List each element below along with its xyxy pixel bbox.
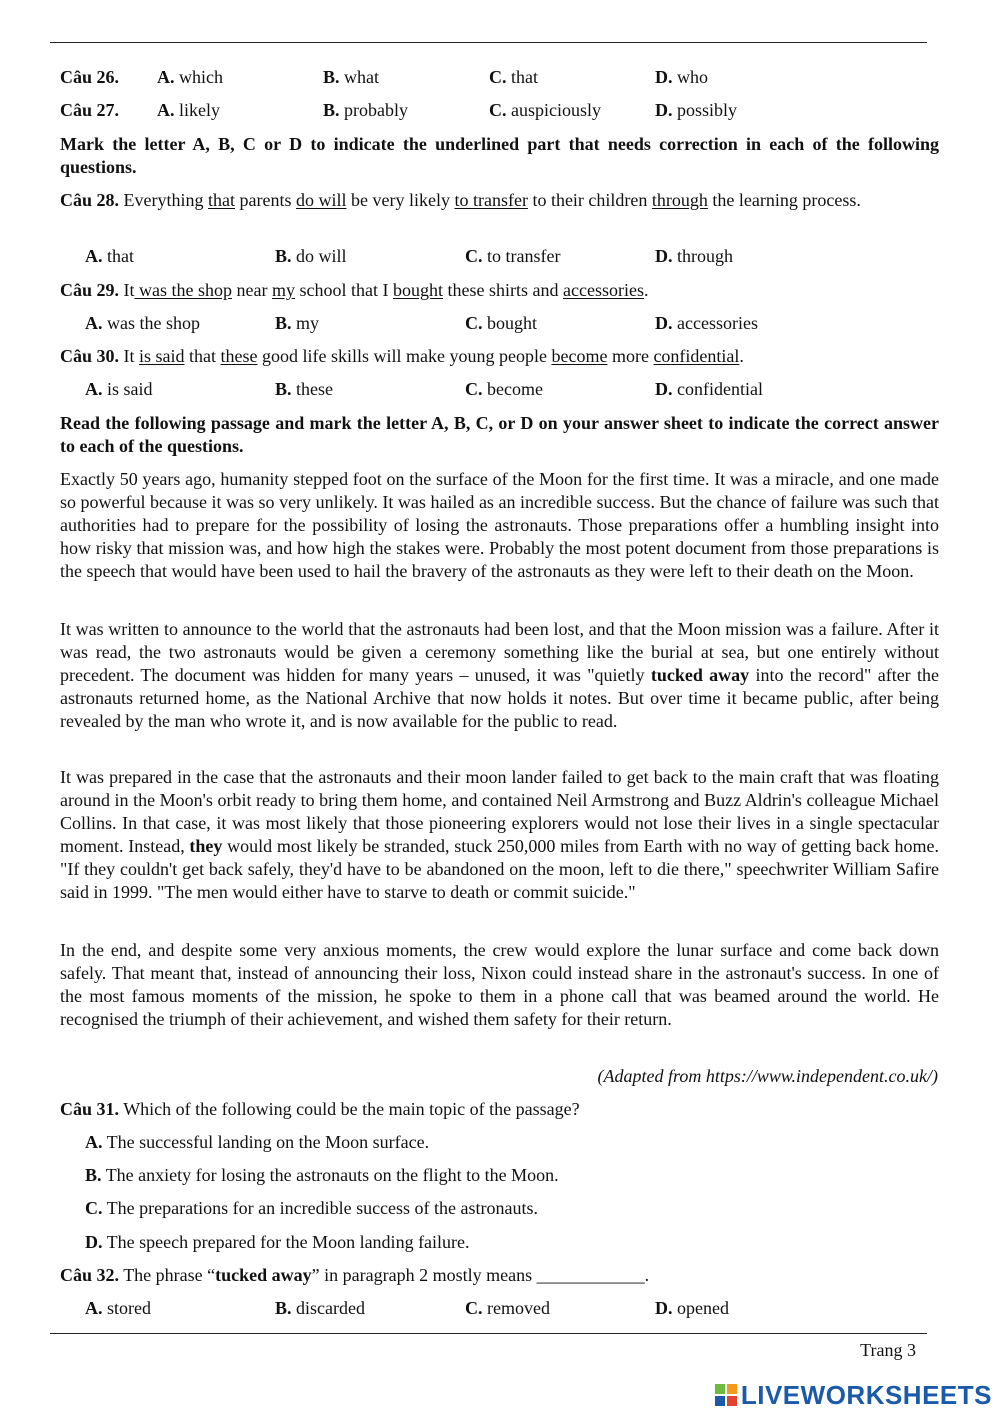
question-30-options bbox=[85, 378, 965, 402]
page-number: Trang 3 bbox=[860, 1340, 916, 1360]
option-a[interactable]: A. stored bbox=[85, 1298, 151, 1318]
option-d[interactable]: D. possibly bbox=[655, 100, 738, 120]
instruction-reading: Read the following passage and mark the letter A, B, C, or D on your answer sheet to indicate the correct answer to each of the questions. bbox=[60, 413, 939, 456]
question-32-stem: Câu 32. The phrase “tucked away” in paragraph 2 mostly means ____________. bbox=[60, 1265, 650, 1285]
question-31-option-b[interactable]: B. The anxiety for losing the astronauts on the flight to the Moon. bbox=[85, 1165, 559, 1185]
underlined-part-c: to transfer bbox=[454, 190, 528, 210]
option-b[interactable]: B. discarded bbox=[275, 1298, 365, 1318]
question-31-option-c[interactable]: C. The preparations for an incredible success of the astronauts. bbox=[85, 1198, 539, 1218]
passage-paragraph-1: Exactly 50 years ago, humanity stepped foot on the surface of the Moon for the first time. It was a miracle, and one made so powerful because it was so very unlikely. It was hailed as an incredible success. But the chance of failure was such that authorities had to prepare for the possibility of losing the astronauts. Those preparations offer a humbling insight into how risky that mission was, and how high the stakes were. Probably the most potent document from those preparations is the speech that would have been used to hail the bravery of the astronauts as they were left to their death on the Moon. bbox=[60, 469, 939, 581]
underlined-part-d: confidential bbox=[653, 346, 740, 366]
question-29-stem: Câu 29. It was the shop near my school that I bought these shirts and accessories. bbox=[60, 280, 649, 300]
underlined-part-a: that bbox=[208, 190, 235, 210]
question-number: Câu 26. bbox=[60, 67, 120, 87]
passage-source: (Adapted from https://www.independent.co.uk/) bbox=[597, 1066, 938, 1086]
question-26 bbox=[60, 66, 940, 90]
underlined-part-c: become bbox=[551, 346, 608, 366]
bottom-rule bbox=[50, 1333, 927, 1334]
option-c[interactable]: C. that bbox=[489, 67, 538, 87]
option-b[interactable]: B. these bbox=[275, 379, 333, 399]
underlined-part-c: bought bbox=[393, 280, 444, 300]
option-c[interactable]: C. auspiciously bbox=[489, 100, 601, 120]
underlined-part-d: accessories bbox=[563, 280, 644, 300]
option-d[interactable]: D. accessories bbox=[655, 313, 758, 333]
question-32-options bbox=[85, 1297, 965, 1321]
option-b[interactable]: B. my bbox=[275, 313, 320, 333]
option-a[interactable]: A. likely bbox=[157, 100, 220, 120]
underlined-part-d: through bbox=[651, 190, 708, 210]
option-a[interactable]: A. is said bbox=[85, 379, 153, 399]
option-c[interactable]: C. to transfer bbox=[465, 246, 561, 266]
passage-paragraph-2: It was written to announce to the world that the astronauts had been lost, and that the Moon mission was a failure. After it was read, the two astronauts would be given a ceremony something like the burial at sea, but one entirely without precedent. The document was hidden for many years – unused, it was "quietly tucked away into the record" after the astronauts returned home, as the National Archive that now holds it notes. But over time it became public, after being revealed by the man who wrote it, and is now available for the public to read. bbox=[60, 619, 939, 731]
option-d[interactable]: D. who bbox=[655, 67, 708, 87]
passage-paragraph-3: It was prepared in the case that the astronauts and their moon lander failed to get back to the main craft that was floating around in the Moon's orbit ready to bring them home, and contained Neil Armstrong and Buzz Aldrin's colleague Michael Collins. In that case, it was most likely that those pioneering explorers would not lose their lives in a single spectacular moment. Instead, they would most likely be stranded, stuck 250,000 miles from Earth with no way of getting back home. "If they couldn't get back safely, they'd have to be abandoned on the moon, left to die there," speechwriter William Safire said in 1999. "The men would either have to starve to death or commit suicide." bbox=[60, 767, 939, 902]
question-29-options bbox=[85, 312, 965, 336]
logo-text: LIVEWORKSHEETS bbox=[740, 1379, 992, 1410]
option-b[interactable]: B. probably bbox=[323, 100, 408, 120]
question-30-stem: Câu 30. It is said that these good life skills will make young people become more confidential. bbox=[60, 346, 744, 366]
question-31-stem: Câu 31. Which of the following could be the main topic of the passage? bbox=[60, 1099, 580, 1119]
question-28-stem: Câu 28. Everything that parents do will be very likely to transfer to their children through the learning process. bbox=[60, 190, 861, 210]
underlined-part-a: was the shop bbox=[134, 280, 233, 300]
highlighted-word: they bbox=[189, 836, 223, 856]
question-28-options bbox=[85, 245, 965, 269]
instruction-error-identification: Mark the letter A, B, C or D to indicate the underlined part that needs correction in each of the following questions. bbox=[60, 134, 939, 177]
question-27 bbox=[60, 99, 940, 123]
question-31-option-d[interactable]: D. The speech prepared for the Moon landing failure. bbox=[85, 1232, 470, 1252]
liveworksheets-logo[interactable] bbox=[715, 1378, 992, 1412]
passage-paragraph-4: In the end, and despite some very anxious moments, the crew would explore the lunar surface and come back down safely. That meant that, instead of announcing their loss, Nixon could instead share in the astronaut's success. In one of the most famous moments of the mission, he spoke to them in a phone call that was beamed around the world. He recognised the triumph of their achievement, and wished them safety for their return. bbox=[60, 940, 939, 1029]
underlined-part-a: is said bbox=[139, 346, 185, 366]
question-number: Câu 27. bbox=[60, 100, 120, 120]
option-c[interactable]: C. removed bbox=[465, 1298, 550, 1318]
option-b[interactable]: B. do will bbox=[275, 246, 347, 266]
option-b[interactable]: B. what bbox=[323, 67, 380, 87]
option-a[interactable]: A. which bbox=[157, 67, 223, 87]
option-a[interactable]: A. that bbox=[85, 246, 134, 266]
option-c[interactable]: C. bought bbox=[465, 313, 538, 333]
option-d[interactable]: D. opened bbox=[655, 1298, 729, 1318]
underlined-part-b: these bbox=[220, 346, 258, 366]
top-rule bbox=[50, 42, 927, 43]
highlighted-phrase: tucked away bbox=[650, 665, 750, 685]
underlined-part-b: do will bbox=[295, 190, 347, 210]
option-d[interactable]: D. confidential bbox=[655, 379, 763, 399]
liveworksheets-logo-icon bbox=[715, 1384, 737, 1406]
question-31-option-a[interactable]: A. The successful landing on the Moon surface. bbox=[85, 1132, 430, 1152]
underlined-part-b: my bbox=[272, 280, 296, 300]
option-c[interactable]: C. become bbox=[465, 379, 543, 399]
option-a[interactable]: A. was the shop bbox=[85, 313, 200, 333]
option-d[interactable]: D. through bbox=[655, 246, 733, 266]
